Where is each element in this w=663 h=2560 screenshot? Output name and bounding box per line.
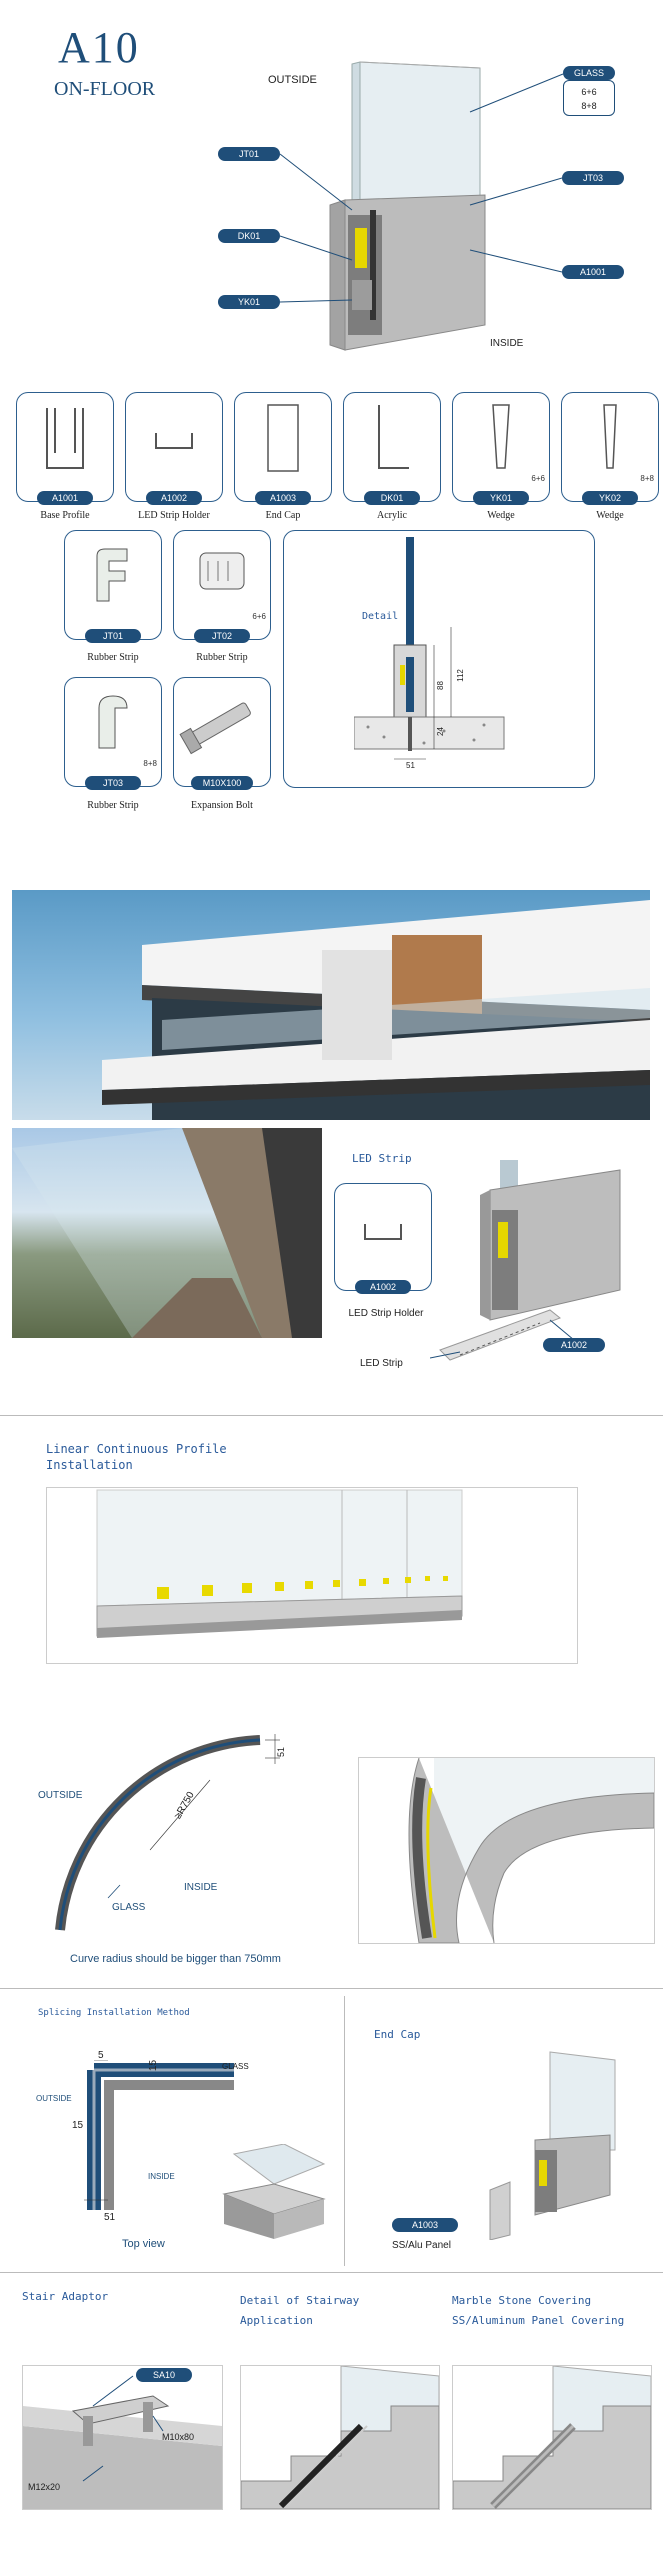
building-photo xyxy=(12,890,650,1120)
rubber-strip-icon xyxy=(65,678,161,768)
base-profile-icon xyxy=(17,393,113,483)
curve-inside-label: INSIDE xyxy=(184,1882,218,1893)
part-note: 6+6 xyxy=(531,474,545,483)
balcony-illustration xyxy=(12,1128,322,1338)
end-cap-icon xyxy=(235,393,331,483)
model-subtitle: ON-FLOOR xyxy=(54,78,156,100)
stairway-title-2: Application xyxy=(240,2314,313,2327)
splicing-dim-15a: 15 xyxy=(148,2059,160,2072)
marble-panel xyxy=(452,2365,652,2510)
stairway-illustration xyxy=(241,2366,439,2509)
part-code: A1002 xyxy=(146,491,202,505)
detail-dim-24: 24 xyxy=(435,727,445,736)
part-name: End Cap xyxy=(265,510,301,521)
led-title: LED Strip xyxy=(352,1152,412,1165)
detail-dim-112: 112 xyxy=(455,669,465,682)
splicing-dim-5: 5 xyxy=(98,2050,104,2061)
led-strip-label: LED Strip xyxy=(360,1358,403,1369)
part-card-end-cap xyxy=(234,392,332,502)
linear-title-2: Installation xyxy=(46,1458,133,1472)
part-card-wedge-yk02 xyxy=(561,392,659,502)
detail-dim-51: 51 xyxy=(406,761,415,770)
part-card-led-holder xyxy=(125,392,223,502)
splicing-glass-label: GLASS xyxy=(222,2062,249,2071)
curve-outside-label: OUTSIDE xyxy=(38,1790,83,1801)
endcap-illustration xyxy=(480,2050,630,2240)
part-card-jt02 xyxy=(173,530,271,640)
splicing-outside-label: OUTSIDE xyxy=(36,2094,72,2103)
splicing-dim-51: 51 xyxy=(104,2212,116,2223)
led-holder-icon xyxy=(126,393,222,483)
linear-panel xyxy=(46,1487,578,1664)
part-card-acrylic xyxy=(343,392,441,502)
part-code: JT03 xyxy=(85,776,141,790)
splicing-title: Splicing Installation Method xyxy=(38,2008,190,2018)
led-callout: A1002 xyxy=(543,1338,605,1352)
splicing-dim-15b: 15 xyxy=(72,2120,84,2131)
part-code: A1003 xyxy=(255,491,311,505)
rubber-strip-icon xyxy=(65,531,161,621)
part-card-jt03 xyxy=(64,677,162,787)
detail-dim-88: 88 xyxy=(435,681,445,690)
jt01-callout: JT01 xyxy=(218,147,280,161)
linear-illustration xyxy=(47,1488,577,1663)
endcap-title: End Cap xyxy=(374,2028,421,2041)
part-name: Rubber Strip xyxy=(196,652,248,663)
curve-diagram xyxy=(30,1730,320,1950)
marble-title-2: SS/Aluminum Panel Covering xyxy=(452,2314,625,2327)
curve-glass-label: GLASS xyxy=(112,1902,146,1913)
bolt-m10-label: M10x80 xyxy=(162,2432,195,2442)
part-card-base-profile xyxy=(16,392,114,502)
yk01-callout: YK01 xyxy=(218,295,280,309)
stair-adaptor-callout: SA10 xyxy=(136,2368,192,2382)
curve-dim-label: 51 xyxy=(276,1746,287,1758)
linear-title-1: Linear Continuous Profile xyxy=(46,1442,227,1456)
stairway-panel xyxy=(240,2365,440,2510)
led-holder-icon xyxy=(335,1184,431,1274)
rubber-strip-icon xyxy=(174,531,270,621)
curve-photo-panel xyxy=(358,1757,655,1944)
part-code: DK01 xyxy=(364,491,420,505)
part-name: Wedge xyxy=(596,510,624,521)
splicing-inside-label: INSIDE xyxy=(148,2172,175,2181)
part-card-bolt xyxy=(173,677,271,787)
wedge-icon xyxy=(562,393,658,483)
detail-title: Detail xyxy=(362,611,399,622)
bolt-m12-label: M12x20 xyxy=(28,2482,61,2492)
a1001-callout: A1001 xyxy=(562,265,624,279)
part-name: Wedge xyxy=(487,510,515,521)
vertical-divider xyxy=(344,1996,345,2266)
part-note: 6+6 xyxy=(252,612,266,621)
part-code: JT01 xyxy=(85,629,141,643)
building-illustration xyxy=(12,890,650,1120)
part-name: Base Profile xyxy=(40,510,90,521)
part-name: Acrylic xyxy=(377,510,407,521)
divider xyxy=(0,1415,663,1416)
detail-drawing xyxy=(354,535,574,785)
led-holder-card xyxy=(334,1183,432,1291)
part-code: M10X100 xyxy=(191,776,253,790)
part-note: 8+8 xyxy=(143,759,157,768)
part-name: LED Strip Holder xyxy=(138,510,210,521)
part-card-jt01 xyxy=(64,530,162,640)
glass-spec-2: 8+8 xyxy=(581,101,597,111)
part-code: JT02 xyxy=(194,629,250,643)
part-name: Rubber Strip xyxy=(87,800,139,811)
outside-label: OUTSIDE xyxy=(268,74,317,86)
glass-spec-1: 6+6 xyxy=(581,87,597,97)
part-code: A1002 xyxy=(355,1280,411,1294)
glass-callout: GLASS xyxy=(563,66,615,80)
marble-title-1: Marble Stone Covering xyxy=(452,2294,592,2307)
led-holder-label: LED Strip Holder xyxy=(348,1308,424,1319)
stair-adaptor-title: Stair Adaptor xyxy=(22,2290,109,2303)
callout-lines xyxy=(0,0,663,380)
part-card-wedge-yk01 xyxy=(452,392,550,502)
marble-illustration xyxy=(453,2366,651,2509)
splicing-caption: Top view xyxy=(122,2238,165,2250)
dk01-callout: DK01 xyxy=(218,229,280,243)
endcap-caption: SS/Alu Panel xyxy=(392,2240,451,2251)
stairway-title-1: Detail of Stairway xyxy=(240,2294,360,2307)
curve-caption: Curve radius should be bigger than 750mm xyxy=(70,1953,281,1965)
detail-panel xyxy=(283,530,595,788)
curve-profile-illustration xyxy=(359,1758,654,1943)
part-code: YK01 xyxy=(473,491,529,505)
model-code: A10 xyxy=(58,23,140,72)
endcap-callout: A1003 xyxy=(392,2218,458,2232)
part-name: Rubber Strip xyxy=(87,652,139,663)
divider xyxy=(0,2272,663,2273)
divider xyxy=(0,1988,663,1989)
inside-label: INSIDE xyxy=(490,338,524,349)
wedge-icon xyxy=(453,393,549,483)
splicing-corner-illustration xyxy=(214,2144,334,2244)
part-note: 8+8 xyxy=(640,474,654,483)
balcony-photo xyxy=(12,1128,322,1338)
part-code: A1001 xyxy=(37,491,93,505)
part-name: Expansion Bolt xyxy=(191,800,253,811)
part-code: YK02 xyxy=(582,491,638,505)
curve-radius-label: ≥R750 xyxy=(172,1790,197,1821)
acrylic-icon xyxy=(344,393,440,483)
jt03-callout: JT03 xyxy=(562,171,624,185)
expansion-bolt-icon xyxy=(174,678,270,768)
